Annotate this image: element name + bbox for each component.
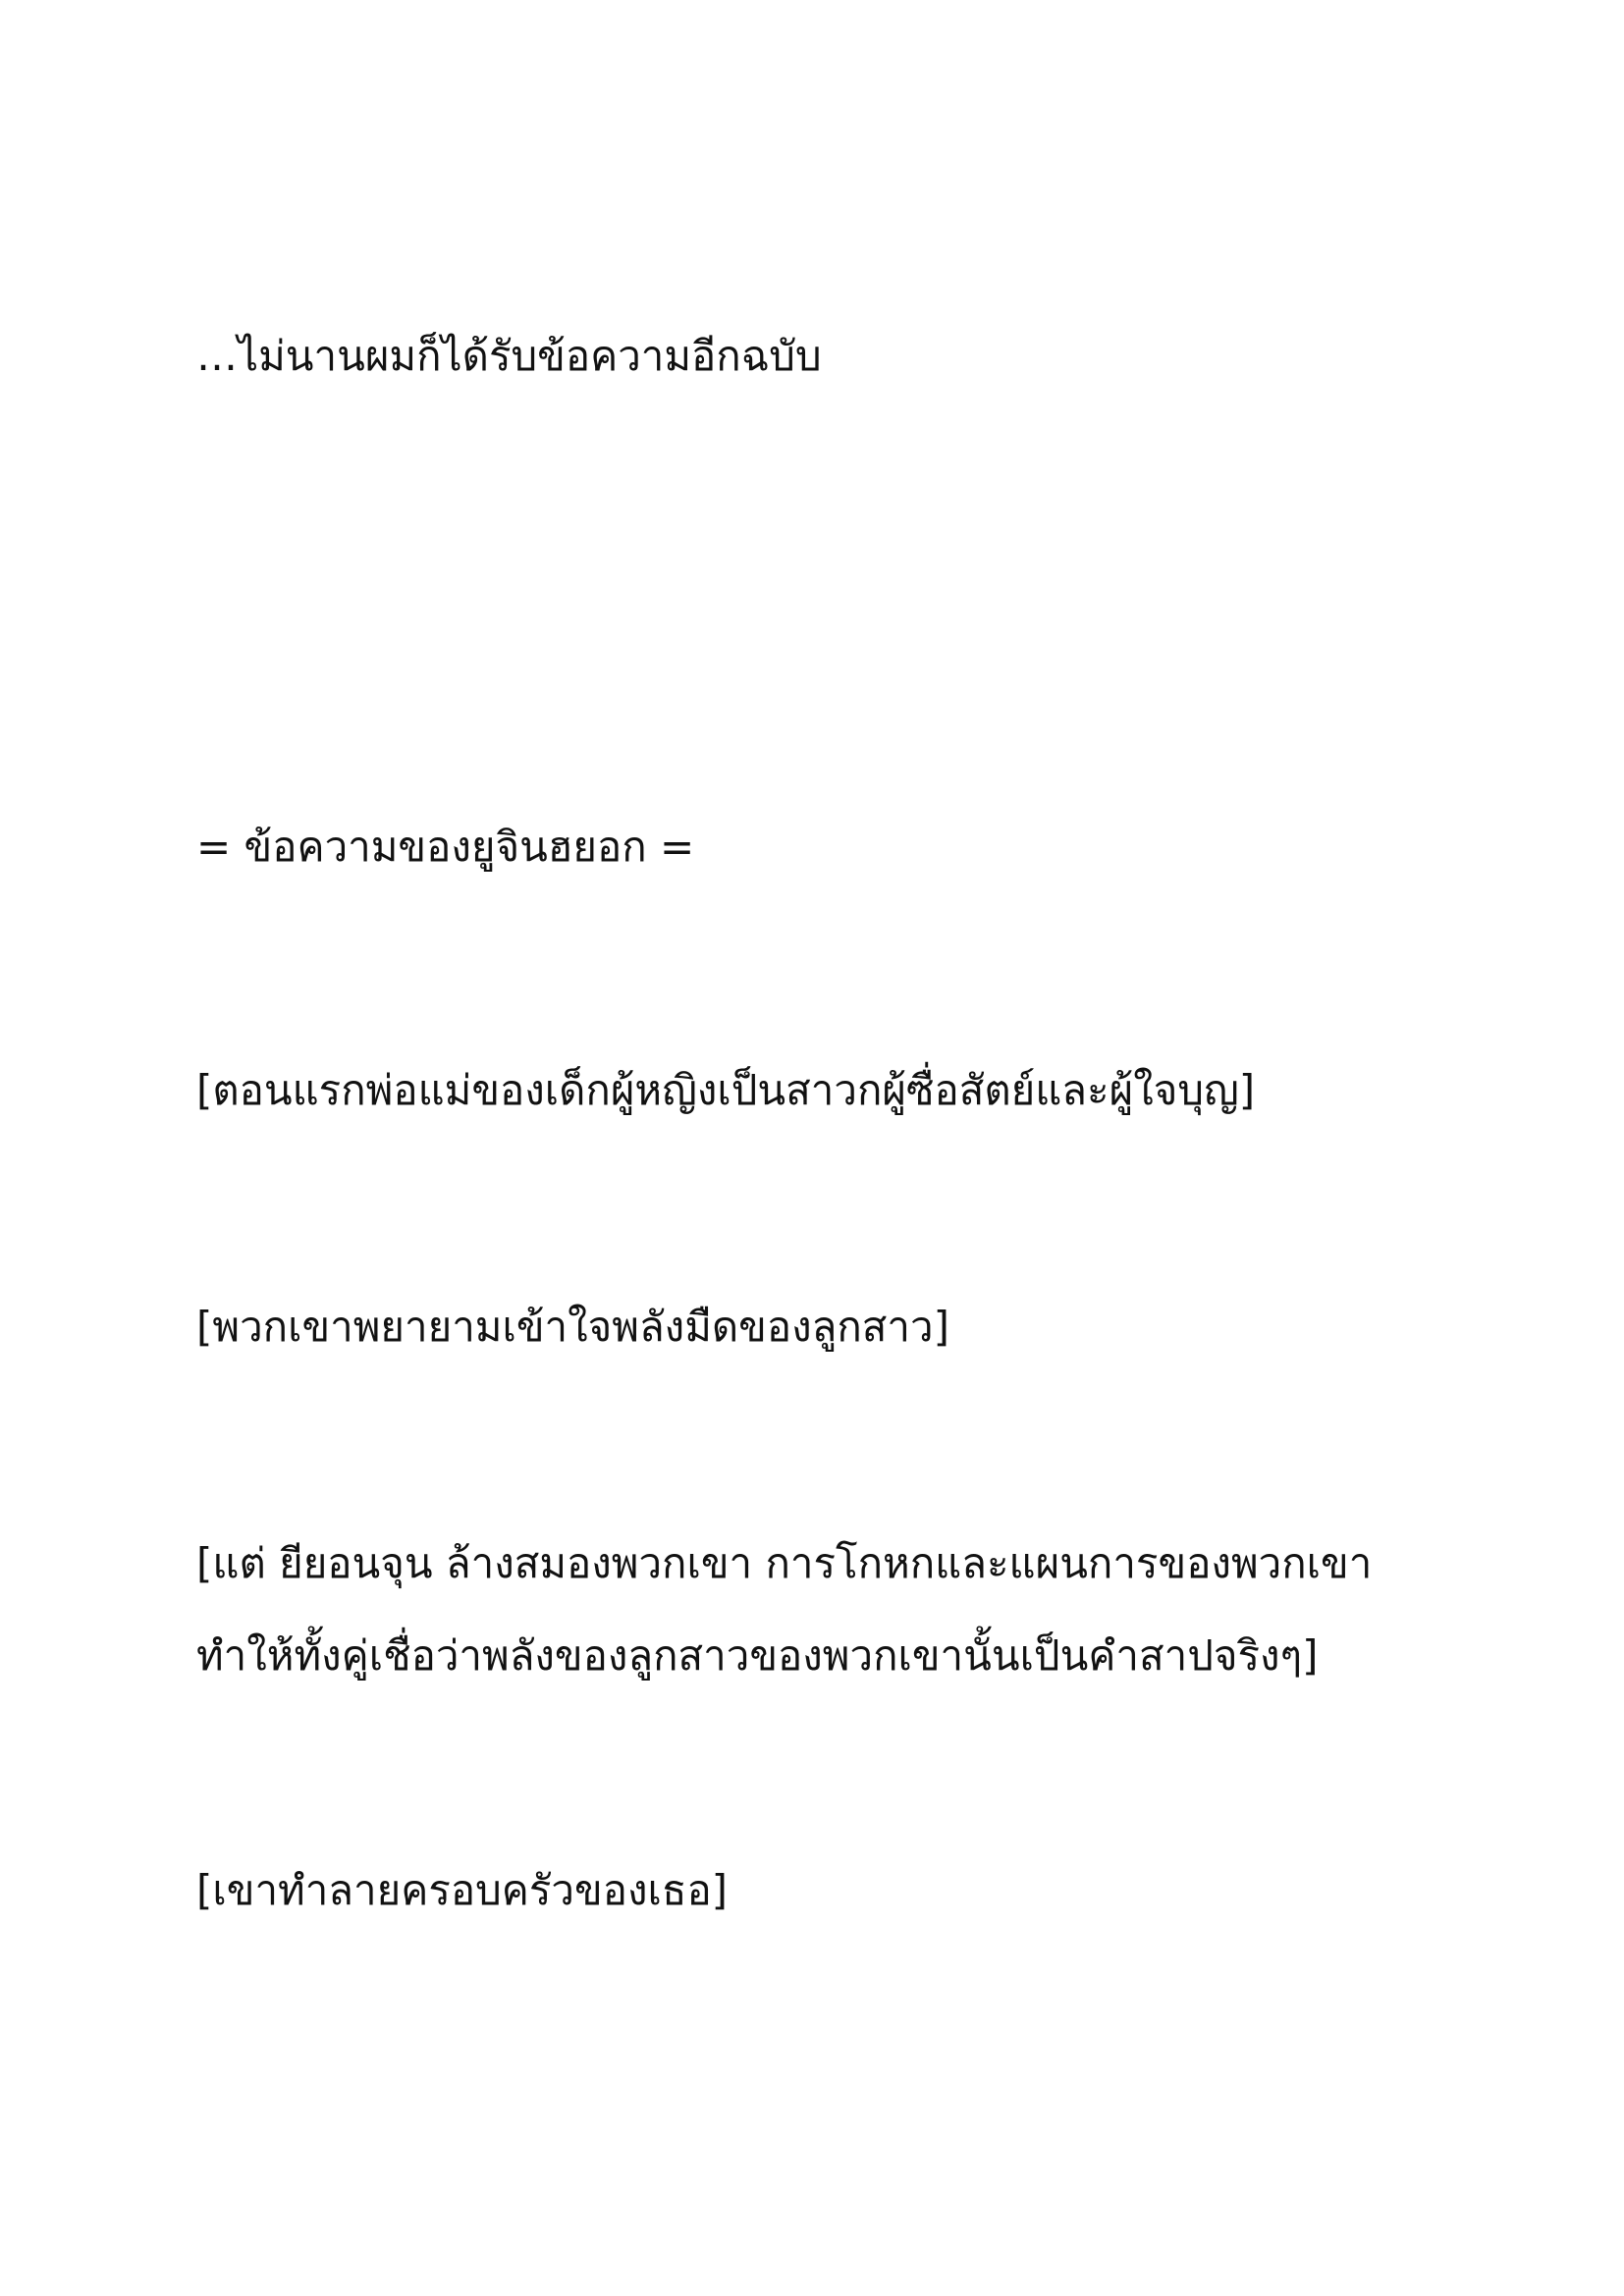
message-line: [แต่ ยียอนจุน ล้างสมองพวกเขา การโกหกและแผนการของพวกเขาทำให้ทั้งคู่เชื่อว่าพลังของลูกสาวของพวกเขานั้นเป็นคำสาปจริงๆ] — [196, 1539, 1373, 1680]
narration-paragraph: …ไม่นานผมก็ได้รับข้อความอีกฉบับ — [196, 332, 822, 380]
message-line: [ตอนแรกพ่อแม่ของเด็กผู้หญิงเป็นสาวกผู้ซื่อสัตย์และผู้ใจบุญ] — [196, 1066, 1256, 1114]
message-line: [เขาทำลายครอบครัวของเธอ] — [196, 1866, 729, 1914]
message-line: [พวกเขาพยายามเข้าใจพลังมืดของลูกสาว] — [196, 1303, 949, 1351]
message-header: = ข้อความของยูจินฮยอก = — [196, 823, 695, 871]
